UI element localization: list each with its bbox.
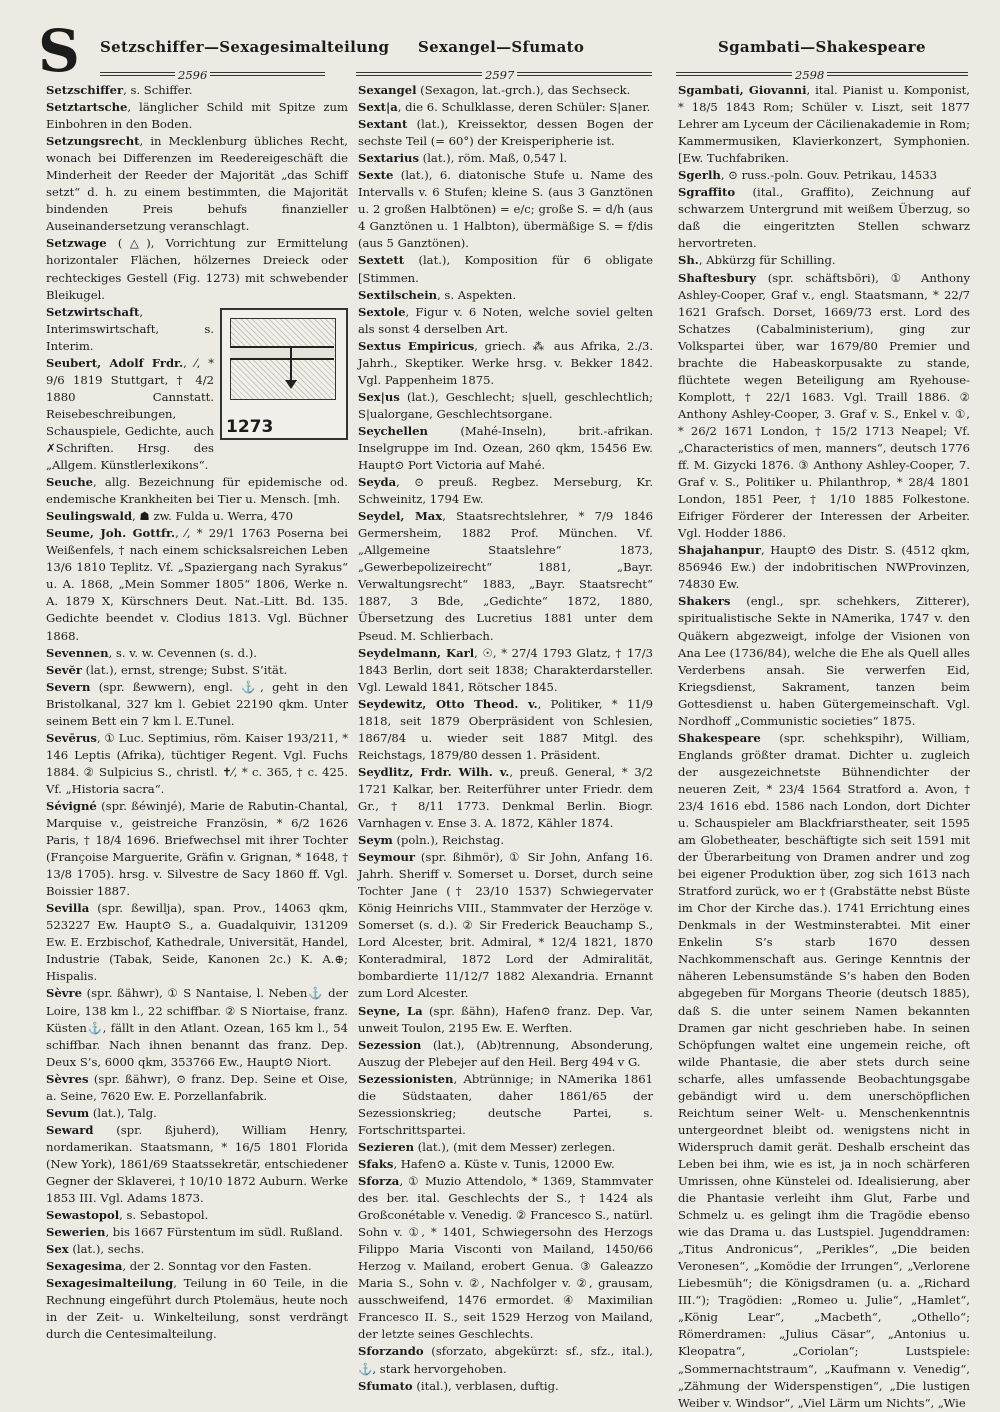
entry-text: , griech. ⁂ aus Afrika, 2./3. Jahrh., Skeptiker. Werke hrsg. v. Bekker 1842. Vgl. Pappenheim 1875.	[358, 338, 654, 387]
entry-headword: Shakespeare	[678, 730, 761, 745]
dictionary-entry	[46, 662, 348, 679]
dictionary-entry	[46, 133, 348, 235]
entry-text: (spr. ßjuherd), William Henry, nordamerikan. Staatsmann, * 16/5 1801 Florida (New York), 1861/69 Staatssekretär, entschiedener Gegner der Sklaverei, † 10/10 1872 Auburn. Werke 1853 III. Vgl. Adams 1873.	[46, 1122, 348, 1206]
entry-text: , ⁄, * 9/6 1819 Stuttgart, † 4/2 1880 Cannstatt. Reisebeschreibungen, Schauspiele, Gedichte, auch ✗Schriften. Hrsg. des „Allgem. Künstlerlexikons“.	[46, 355, 214, 473]
left-column	[46, 82, 348, 1342]
entry-headword: Sewastopol	[46, 1208, 120, 1223]
left-page-number: 2596	[175, 68, 210, 82]
entry-headword: Seydelmann, Karl	[358, 645, 475, 660]
figure-1273-setzwage	[220, 308, 348, 440]
center-page-number: 2597	[482, 68, 517, 82]
entry-headword: Setztartsche	[46, 100, 128, 115]
dictionary-entry	[358, 389, 653, 423]
dictionary-entry	[358, 696, 653, 764]
entry-headword: Seydel, Max	[358, 509, 443, 524]
dictionary-entry	[358, 849, 653, 1002]
entry-text: (lat.), Geschlecht; s|uell, geschlechtlich; S|ualorgane, Geschlechtsorgane.	[358, 389, 653, 421]
left-header-rule-lower	[100, 75, 325, 76]
entry-text: , der 2. Sonntag vor den Fasten.	[122, 1259, 312, 1274]
entry-text: (lat.), (mit dem Messer) zerlegen.	[414, 1139, 616, 1154]
entry-text: (spr. ßewillja), span. Prov., 14063 qkm, 523227 Ew. Haupt⊙ S., a. Guadalquivir, 131209 Ew. E. Erzbischof, Kathedrale, Universität, Handel, Industrie (Tabak, Seide, Kanonen 2c.) K. A.⊕; Hispalis.	[46, 901, 348, 984]
entry-text: , ital. Pianist u. Komponist, * 18/5 1843 Rom; Schüler v. Liszt, seit 1877 Lehrer am Lyceum der Cäcilienakademie in Rom; Kammermusiken, Klavierkonzert, Symphonien. [Ew. Tuchfabriken.	[678, 83, 970, 166]
entry-text: (lat.), Komposition für 6 obligate [Stimmen.	[358, 253, 653, 285]
dictionary-entry	[46, 1207, 348, 1224]
dictionary-entry	[46, 474, 348, 508]
dictionary-entry	[46, 525, 348, 644]
entry-text: , Interimswirtschaft, s. Interim.	[46, 304, 214, 353]
dictionary-entry	[358, 832, 653, 849]
entry-headword: Seume, Joh. Gottfr.	[46, 526, 176, 541]
entry-headword: Sevilla	[46, 901, 90, 916]
entry-text: (spr. ßihmör), ① Sir John, Anfang 16. Jahrh. Sheriff v. Somerset u. Dorset, durch seine Tochter Jane († 23/10 1537) Schwiegervater König Heinrichs VIII., Stammvater der Herzöge v. Somerset (s. d.). ② Sir Frederick Beauchamp S., Lord Alcester, brit. Admiral, * 12/4 1821, 1870 Konteradmiral, 1872 Lord der Admiralität, bombardierte 11/12/7 1882 Alexandria. Ernannt zum Lord Alcester.	[358, 850, 653, 1001]
dictionary-entry	[358, 1378, 653, 1395]
entry-headword: Shajahanpur	[678, 543, 762, 558]
entry-headword: Sezessionisten	[358, 1071, 454, 1086]
entry-headword: Sgraffito	[678, 185, 736, 200]
dictionary-entry	[46, 235, 348, 303]
section-initial: S	[38, 17, 80, 85]
dictionary-entry	[46, 1122, 348, 1207]
dictionary-entry	[46, 508, 348, 525]
entry-headword: Seymour	[358, 850, 416, 865]
entry-text: (lat.), (Ab)trennung, Absonderung, Auszug der Plebejer auf den Heil. Berg 494 v G.	[358, 1037, 653, 1069]
entry-text: (spr. ßähn), Hafen⊙ franz. Dep. Var, unweit Toulon, 2195 Ew. E. Werften.	[358, 1003, 654, 1035]
entry-text: , s. Aspekten.	[437, 287, 517, 302]
entry-text: (sforzato, abgekürzt: sf., sfz., ital.), ⚓, stark hervorgehoben.	[358, 1344, 653, 1376]
entry-headword: Sfaks	[358, 1156, 394, 1171]
entry-text: , ① Luc. Septimius, röm. Kaiser 193/211, * 146 Leptis (Afrika), tüchtiger Regent. Vgl. Fuchs 1884. ② Sulpicius S., christl. ✝⁄, * c. 365, † c. 425. Vf. „Historia sacra“.	[46, 730, 348, 796]
entry-headword: Sgerlh	[678, 168, 721, 183]
entry-text: (poln.), Reichstag.	[392, 833, 505, 848]
dictionary-entry	[46, 82, 348, 99]
entry-text: , Haupt⊙ des Distr. S. (4512 qkm, 856946 Ew.) der indobritischen NWProvinzen, 74830 Ew.	[678, 543, 970, 592]
dictionary-entry	[46, 1224, 348, 1241]
entry-headword: Sexagesimalteilung	[46, 1276, 174, 1291]
entry-headword: Sextole	[358, 304, 406, 319]
entry-headword: Sèvre	[46, 986, 82, 1001]
dictionary-entry	[46, 730, 348, 798]
entry-headword: Sextant	[358, 117, 408, 132]
right-running-header: Sgambati—Shakespeare	[718, 38, 926, 56]
entry-text: (spr. ßähwr), ① S Nantaise, l. Neben⚓ der Loire, 138 km l., 22 schiffbar. ② S Niortaise, franz. Küsten⚓, fällt in den Atlant. Ozean, 165 km l., 54 schiffbar. Nach ihnen benannt das franz. Dep. Deux S’s, 6000 qkm, 353766 Ew., Haupt⊙ Niort.	[46, 986, 348, 1069]
dictionary-entry	[46, 798, 348, 900]
entry-headword: Sextett	[358, 253, 405, 268]
dictionary-entry	[46, 985, 348, 1070]
figure-number: 1273	[226, 416, 274, 437]
dictionary-entry	[358, 1173, 653, 1343]
dictionary-entry	[358, 287, 653, 304]
left-header-rule	[100, 72, 325, 73]
dictionary-entry	[358, 82, 653, 99]
dictionary-entry	[358, 1156, 653, 1173]
dictionary-entry	[46, 645, 348, 662]
entry-headword: Sévigné	[46, 798, 97, 813]
entry-text: , ☉, * 27/4 1793 Glatz, † 17/3 1843 Berlin, dort seit 1838; Charakterdarsteller. Vgl. Lewald 1841, Rötscher 1845.	[358, 645, 653, 694]
entry-text: , s. v. w. Cevennen (s. d.).	[108, 645, 257, 660]
entry-headword: Seym	[358, 833, 393, 848]
dictionary-entry	[46, 1071, 348, 1105]
entry-text: (lat.), röm. Maß, 0,547 l.	[419, 151, 568, 166]
entry-headword: Sforzando	[358, 1344, 424, 1359]
entry-headword: Seyne, La	[358, 1003, 423, 1018]
dictionary-entry	[358, 150, 653, 167]
dictionary-entry	[678, 252, 970, 269]
entry-text: , ⊙ preuß. Regbez. Merseburg, Kr. Schweinitz, 1794 Ew.	[358, 475, 653, 507]
entry-headword: Sextilschein	[358, 287, 438, 302]
center-column	[358, 82, 654, 1393]
entry-headword: Sgambati, Giovanni	[678, 83, 807, 97]
dictionary-entry	[46, 679, 348, 730]
entry-headword: Setzungsrecht	[46, 134, 140, 149]
left-running-header: Setzschiffer—Sexagesimalteilung	[100, 38, 390, 56]
entry-text: , in Mecklenburg übliches Recht, wonach bei Differenzen im Reedereigeschäft die Minderheit der Reeder der Majorität „das Schiff setzt“ d. h. zu einem bestimmten, die Majorität bindenden Preis behufs finanzieller Auseinandersetzung veranschlagt.	[46, 134, 348, 234]
entry-text: (spr. schäftsböri), ① Anthony Ashley-Cooper, Graf v., engl. Staatsmann, * 22/7 1621 Grafsch. Dorset, 1669/73 erst. Lord des Schatzes (Cabalministerium), ging zur Volkspartei über, war 1679/80 Premier und brachte die Habeaskorpusakte zu stande, flüchtete wegen Beteiligung am Ryehouse-Komplott, † 22/1 1683. Vgl. Traill 1886. ② Anthony Ashley-Cooper, 3. Graf v. S., Enkel v. ①, * 26/2 1671 London, † 15/2 1713 Neapel; Vf. „Characteristics of men, manners“, deutsch 1776 ff. M. Gizycki 1876. ③ Anthony Ashley-Cooper, 7. Graf v. S., Politiker u. Philanthrop, * 28/4 1801 London, 1851 Peer, † 1/10 1885 Folkestone. Eifriger Förderer der Interessen der Arbeiter. Vgl. Hodder 1886.	[678, 270, 970, 541]
entry-text: (Mahé-Inseln), brit.-afrikan. Inselgruppe im Ind. Ozean, 260 qkm, 15456 Ew. Haupt⊙ Port Victoria auf Mahé.	[358, 423, 653, 473]
entry-text: (lat.), Kreissektor, dessen Bogen der sechste Teil (= 60°) der Kreisperipherie ist.	[358, 117, 653, 149]
entry-text: (spr. schehkspihr), William, Englands größter dramat. Dichter u. zugleich der ausgezeichnetste Bühnendichter der neueren Zeit, * 23/4 1564 Stratford a. Avon, † 23/4 1616 ebd. 1586 nach London, dort Dichter u. Schauspieler am Blackfriarstheater, seit 1595 am Globetheater, beschäftigte sich seit 1591 mit der Überarbeitung von Dramen andrer und zog bei eigener Produktion über, zog sich 1613 nach Stratford zurück, wo er † (Grabstätte nebst Büste im Chor der Kirche das.). 1741 Errichtung eines Denkmals in der Westminsterabtei. Mit einer Enkelin S’s starb 1670 dessen Nachkommenschaft aus. Geringe Kenntnis der näheren Lebensumstände S’s haben den Boden abgegeben für Morgans Theorie (deutsch 1885), daß S. die unter seinem Namen bekannten Dramen gar nicht geschrieben habe. In seinen Schöpfungen waltet eine ungemein reiche, oft wilde Phantasie, die aber stets durch seine scharfe, alles umfassende Beobachtungsgabe gebändigt wird u. dem unerschöpflichen Reichtum seiner Welt- u. Menschenkenntnis untergeordnet bleibt od. wenigstens nicht in Widerspruch damit gerät. Deshalb erscheint das Leben bei ihm, wie es ist, ja in noch schärferen Umrissen, ohne Künstelei od. Idealisierung, aber die Phantasie verleiht ihm Glut, Farbe und Schmelz u. es gelingt ihm die Tragödie ebenso wie das Drama u. das Lustspiel. Jugenddramen: „Titus Andronicus“, „Perikles“, „Die beiden Veronesen“, „Komödie der Irrungen“, „Verlorene Liebesmüh“; die Königsdramen (u. a. „Richard III.“); Tragödien: „Romeo u. Julie“, „Hamlet“, „König Lear“, „Macbeth“, „Othello“; Römerdramen: „Julius Cäsar“, „Antonius u. Kleopatra“, „Coriolan“; Lustspiele: „Sommernachtstraum“, „Kaufmann v. Venedig“, „Zähmung der Widerspenstigen“, „Die lustigen Weiber v. Windsor“, „Viel Lärm um Nichts“, „Wie	[678, 730, 970, 1410]
center-running-header: Sexangel—Sfumato	[418, 38, 585, 56]
dictionary-entry	[358, 1071, 653, 1139]
entry-text: , Teilung in 60 Teile, in die Rechnung eingeführt durch Ptolemäus, heute noch in der Zeit- u. Winkelteilung, sonst verdrängt durch die Centesimalteilung.	[46, 1276, 348, 1342]
entry-headword: Seydlitz, Frdr. Wilh. v.	[358, 764, 510, 779]
entry-text: (Sexagon, lat.-grch.), das Sechseck.	[416, 83, 631, 97]
entry-text: (lat.), sechs.	[68, 1242, 145, 1257]
dictionary-entry	[358, 116, 653, 150]
entry-text: , Hafen⊙ a. Küste v. Tunis, 12000 Ew.	[393, 1156, 615, 1171]
entry-headword: Sex	[46, 1242, 69, 1257]
right-page-number: 2598	[792, 68, 827, 82]
entry-text: (lat.), ernst, strenge; Subst. S’ität.	[81, 662, 288, 677]
dictionary-entry	[678, 730, 970, 1412]
entry-headword: Sex|us	[358, 389, 400, 404]
entry-headword: Sevennen	[46, 645, 109, 660]
entry-text: (engl., spr. schehkers, Zitterer), spiritualistische Sekte in NAmerika, 1747 v. den Quäkern abgezweigt, infolge der Visionen von Ana Lee (1736/84), welche die Ehe als Quell alles Verderbens ansah. Sie verwerfen Eid, Kriegsdienst, Sakrament, tanzen beim Gottesdienst u. haben Gütergemeinschaft. Vgl. Nordhoff „Communistic societies“ 1875.	[678, 594, 970, 728]
entry-headword: Setzwage	[46, 236, 107, 251]
dictionary-entry	[358, 474, 653, 508]
entry-text: , allg. Bezeichnung für epidemische od. endemische Krankheiten bei Tier u. Mensch. [mh.	[46, 475, 348, 507]
dictionary-entry	[358, 1003, 653, 1037]
dictionary-entry	[358, 338, 653, 389]
entry-headword: Setzschiffer	[46, 83, 124, 97]
entry-text: , Politiker, * 11/9 1818, seit 1879 Oberpräsident von Schlesien, 1867/84 u. wieder seit 1887 Mitgl. des Reichstags, 1879/80 dessen 1. Präsident.	[358, 696, 653, 762]
entry-headword: Sevērus	[46, 730, 97, 745]
entry-text: , ⊙ russ.-poln. Gouv. Petrikau, 14533	[720, 168, 937, 183]
entry-headword: Sevum	[46, 1105, 90, 1120]
dictionary-entry	[46, 900, 348, 985]
dictionary-entry	[46, 1258, 348, 1275]
entry-text: , Abkürzg für Schilling.	[698, 253, 836, 268]
entry-headword: Sexangel	[358, 83, 417, 97]
entry-text: , preuß. General, * 3/2 1721 Kalkar, ber. Reiterführer unter Friedr. dem Gr., † 8/11 1773. Denkmal Berlin. Biogr. Varnhagen v. Ense 3. A. 1872, Kähler 1874.	[358, 764, 653, 831]
entry-text: , bis 1667 Fürstentum im südl. Rußland.	[105, 1225, 343, 1240]
entry-headword: Sexte	[358, 168, 394, 183]
entry-headword: Sextarius	[358, 151, 419, 166]
entry-headword: Seward	[46, 1122, 94, 1137]
entry-text: (ital., Graffito), Zeichnung auf schwarzem Untergrund mit weißem Überzug, so daß die eingeritzten Stellen schwarz hervortreten.	[678, 185, 970, 251]
dictionary-entry	[358, 304, 653, 338]
entry-headword: Sfumato	[358, 1378, 413, 1393]
right-column	[678, 82, 970, 1410]
dictionary-entry	[678, 184, 970, 252]
dictionary-entry	[46, 1105, 348, 1122]
entry-headword: Sextus Empiricus	[358, 338, 475, 353]
dictionary-entry	[358, 764, 653, 832]
dictionary-entry	[678, 593, 970, 729]
entry-text: (△), Vorrichtung zur Ermittelung horizontaler Flächen, hölzernes Dreieck oder rechteckiges Gestell (Fig. 1273) mit schwebender Bleikugel.	[46, 236, 348, 302]
dictionary-entry	[358, 252, 653, 286]
entry-headword: Seuche	[46, 475, 94, 490]
entry-headword: Sèvres	[46, 1071, 89, 1086]
entry-headword: Seubert, Adolf Frdr.	[46, 355, 184, 370]
entry-headword: Sezieren	[358, 1139, 415, 1154]
dictionary-entry	[358, 167, 653, 252]
dictionary-entry	[46, 99, 348, 133]
entry-text: (lat.), Talg.	[89, 1105, 157, 1120]
dictionary-entry	[46, 1275, 348, 1343]
entry-headword: Sewerien	[46, 1225, 106, 1240]
entry-text: , Figur v. 6 Noten, welche soviel gelten als sonst 4 derselben Art.	[358, 304, 653, 336]
entry-text: , ① Muzio Attendolo, * 1369, Stammvater des ber. ital. Geschlechts der S., † 1424 als Großconétable v. Venedig. ② Francesco S., natürl. Sohn v. ①, * 1401, Schwiegersohn des Herzogs Filippo Maria Visconti von Mailand, 1450/66 Herzog v. Mailand, erobert Genua. ③ Galeazzo Maria S., Sohn v. ②, Nachfolger v. ②, grausam, ausschweifend, 1476 ermordet. ④ Maximilian Francesco II. S., seit 1529 Herzog von Mailand, der letzte seines Geschlechts.	[358, 1174, 653, 1342]
entry-text: (spr. ßähwr), ⊙ franz. Dep. Seine et Oise, a. Seine, 7620 Ew. E. Porzellanfabrik.	[46, 1071, 348, 1103]
entry-text: , s. Schiffer.	[123, 83, 193, 97]
entry-headword: Sezession	[358, 1037, 422, 1052]
entry-headword: Sevĕr	[46, 662, 82, 677]
entry-headword: Sh.	[678, 253, 699, 268]
entry-text: , s. Sebastopol.	[119, 1208, 209, 1223]
dictionary-entry	[678, 82, 970, 167]
entry-headword: Seyda	[358, 475, 397, 490]
dictionary-entry	[678, 270, 970, 543]
entry-headword: Sforza	[358, 1174, 400, 1188]
entry-text: , länglicher Schild mit Spitze zum Einbohren in den Boden.	[46, 100, 348, 132]
dictionary-entry	[358, 1139, 653, 1156]
entry-text: (spr. ßéwinjé), Marie de Rabutin-Chantal, Marquise v., geistreiche Französin, * 6/2 1626 Paris, † 18/4 1696. Briefwechsel mit ihrer Tochter (Françoise Marguerite, Gräfin v. Grignan, * 1648, † 13/8 1705). hrsg. v. Silvestre de Sacy 1860 ff. Vgl. Boissier 1887.	[46, 798, 348, 899]
entry-headword: Seydewitz, Otto Theod. v.	[358, 696, 538, 711]
dictionary-entry	[358, 508, 653, 644]
level-bar	[230, 346, 334, 360]
entry-headword: Setzwirtschaft	[46, 304, 140, 319]
dictionary-entry	[678, 542, 970, 593]
dictionary-entry	[678, 167, 970, 184]
entry-headword: Sexagesima	[46, 1259, 123, 1274]
entry-headword: Shaftesbury	[678, 270, 756, 285]
entry-text: (ital.), verblasen, duftig.	[412, 1378, 559, 1393]
dictionary-entry	[358, 1037, 653, 1071]
entry-text: , die 6. Schulklasse, deren Schüler: S|aner.	[397, 100, 651, 115]
entry-headword: Seulingswald	[46, 509, 133, 524]
entry-text: (spr. ßewwern), engl. ⚓, geht in den Bristolkanal, 327 km l. Gebiet 22190 qkm. Unter seinem Bett ein 7 km l. E.Tunel.	[46, 679, 348, 728]
entry-headword: Severn	[46, 679, 91, 694]
entry-text: , ⁄, * 29/1 1763 Poserna bei Weißenfels, † nach einem schicksalsreichen Leben 13/6 1810 Teplitz. Vf. „Spaziergang nach Syrakus“ u. A. 1868, „Mein Sommer 1805“ 1806, Werke n. A. 1879 X, Kürschners Deut. Nat.-Litt. Bd. 135. Gedichte beendet v. Clodius 1813. Vgl. Büchner 1868.	[46, 526, 348, 643]
dictionary-entry	[358, 645, 653, 696]
entry-text: (lat.), 6. diatonische Stufe u. Name des Intervalls v. 6 Stufen; kleine S. (aus 3 Ganztönen u. 2 großen Halbtönen) = e/c; große S. = d/h (aus 4 Ganztönen u. 1 Halbton), übermäßige S. = f/dis (aus 5 Ganztönen).	[358, 168, 653, 251]
entry-headword: Sext|a	[358, 100, 398, 115]
dictionary-entry	[358, 99, 653, 116]
entry-headword: Shakers	[678, 594, 731, 609]
entry-text: , Abtrünnige; in NAmerika 1861 die Südstaaten, daher 1861/65 der Sezessionskrieg; deutsche Partei, s. Fortschrittspartei.	[358, 1071, 653, 1137]
entry-headword: Seychellen	[358, 423, 428, 438]
plumb-line	[290, 348, 292, 382]
entry-text: , Staatsrechtslehrer, * 7/9 1846 Germersheim, 1882 Prof. München. Vf. „Allgemeine Staatslehre“ 1873, „Gewerbepolizeirecht“ 1881, „Bayr. Verwaltungsrecht“ 1883, „Bayr. Staatsrecht“ 1887, 3 Bde, „Gedichte“ 1872, 1880, Übersetzung des Lucretius 1881 unter dem Pseud. M. Schlierbach.	[358, 509, 653, 643]
plumb-arrowhead-icon	[285, 380, 297, 389]
dictionary-entry	[46, 1241, 348, 1258]
dictionary-entry	[358, 1343, 653, 1377]
dictionary-entry	[358, 423, 653, 474]
entry-text: , ☗ zw. Fulda u. Werra, 470	[132, 509, 293, 524]
